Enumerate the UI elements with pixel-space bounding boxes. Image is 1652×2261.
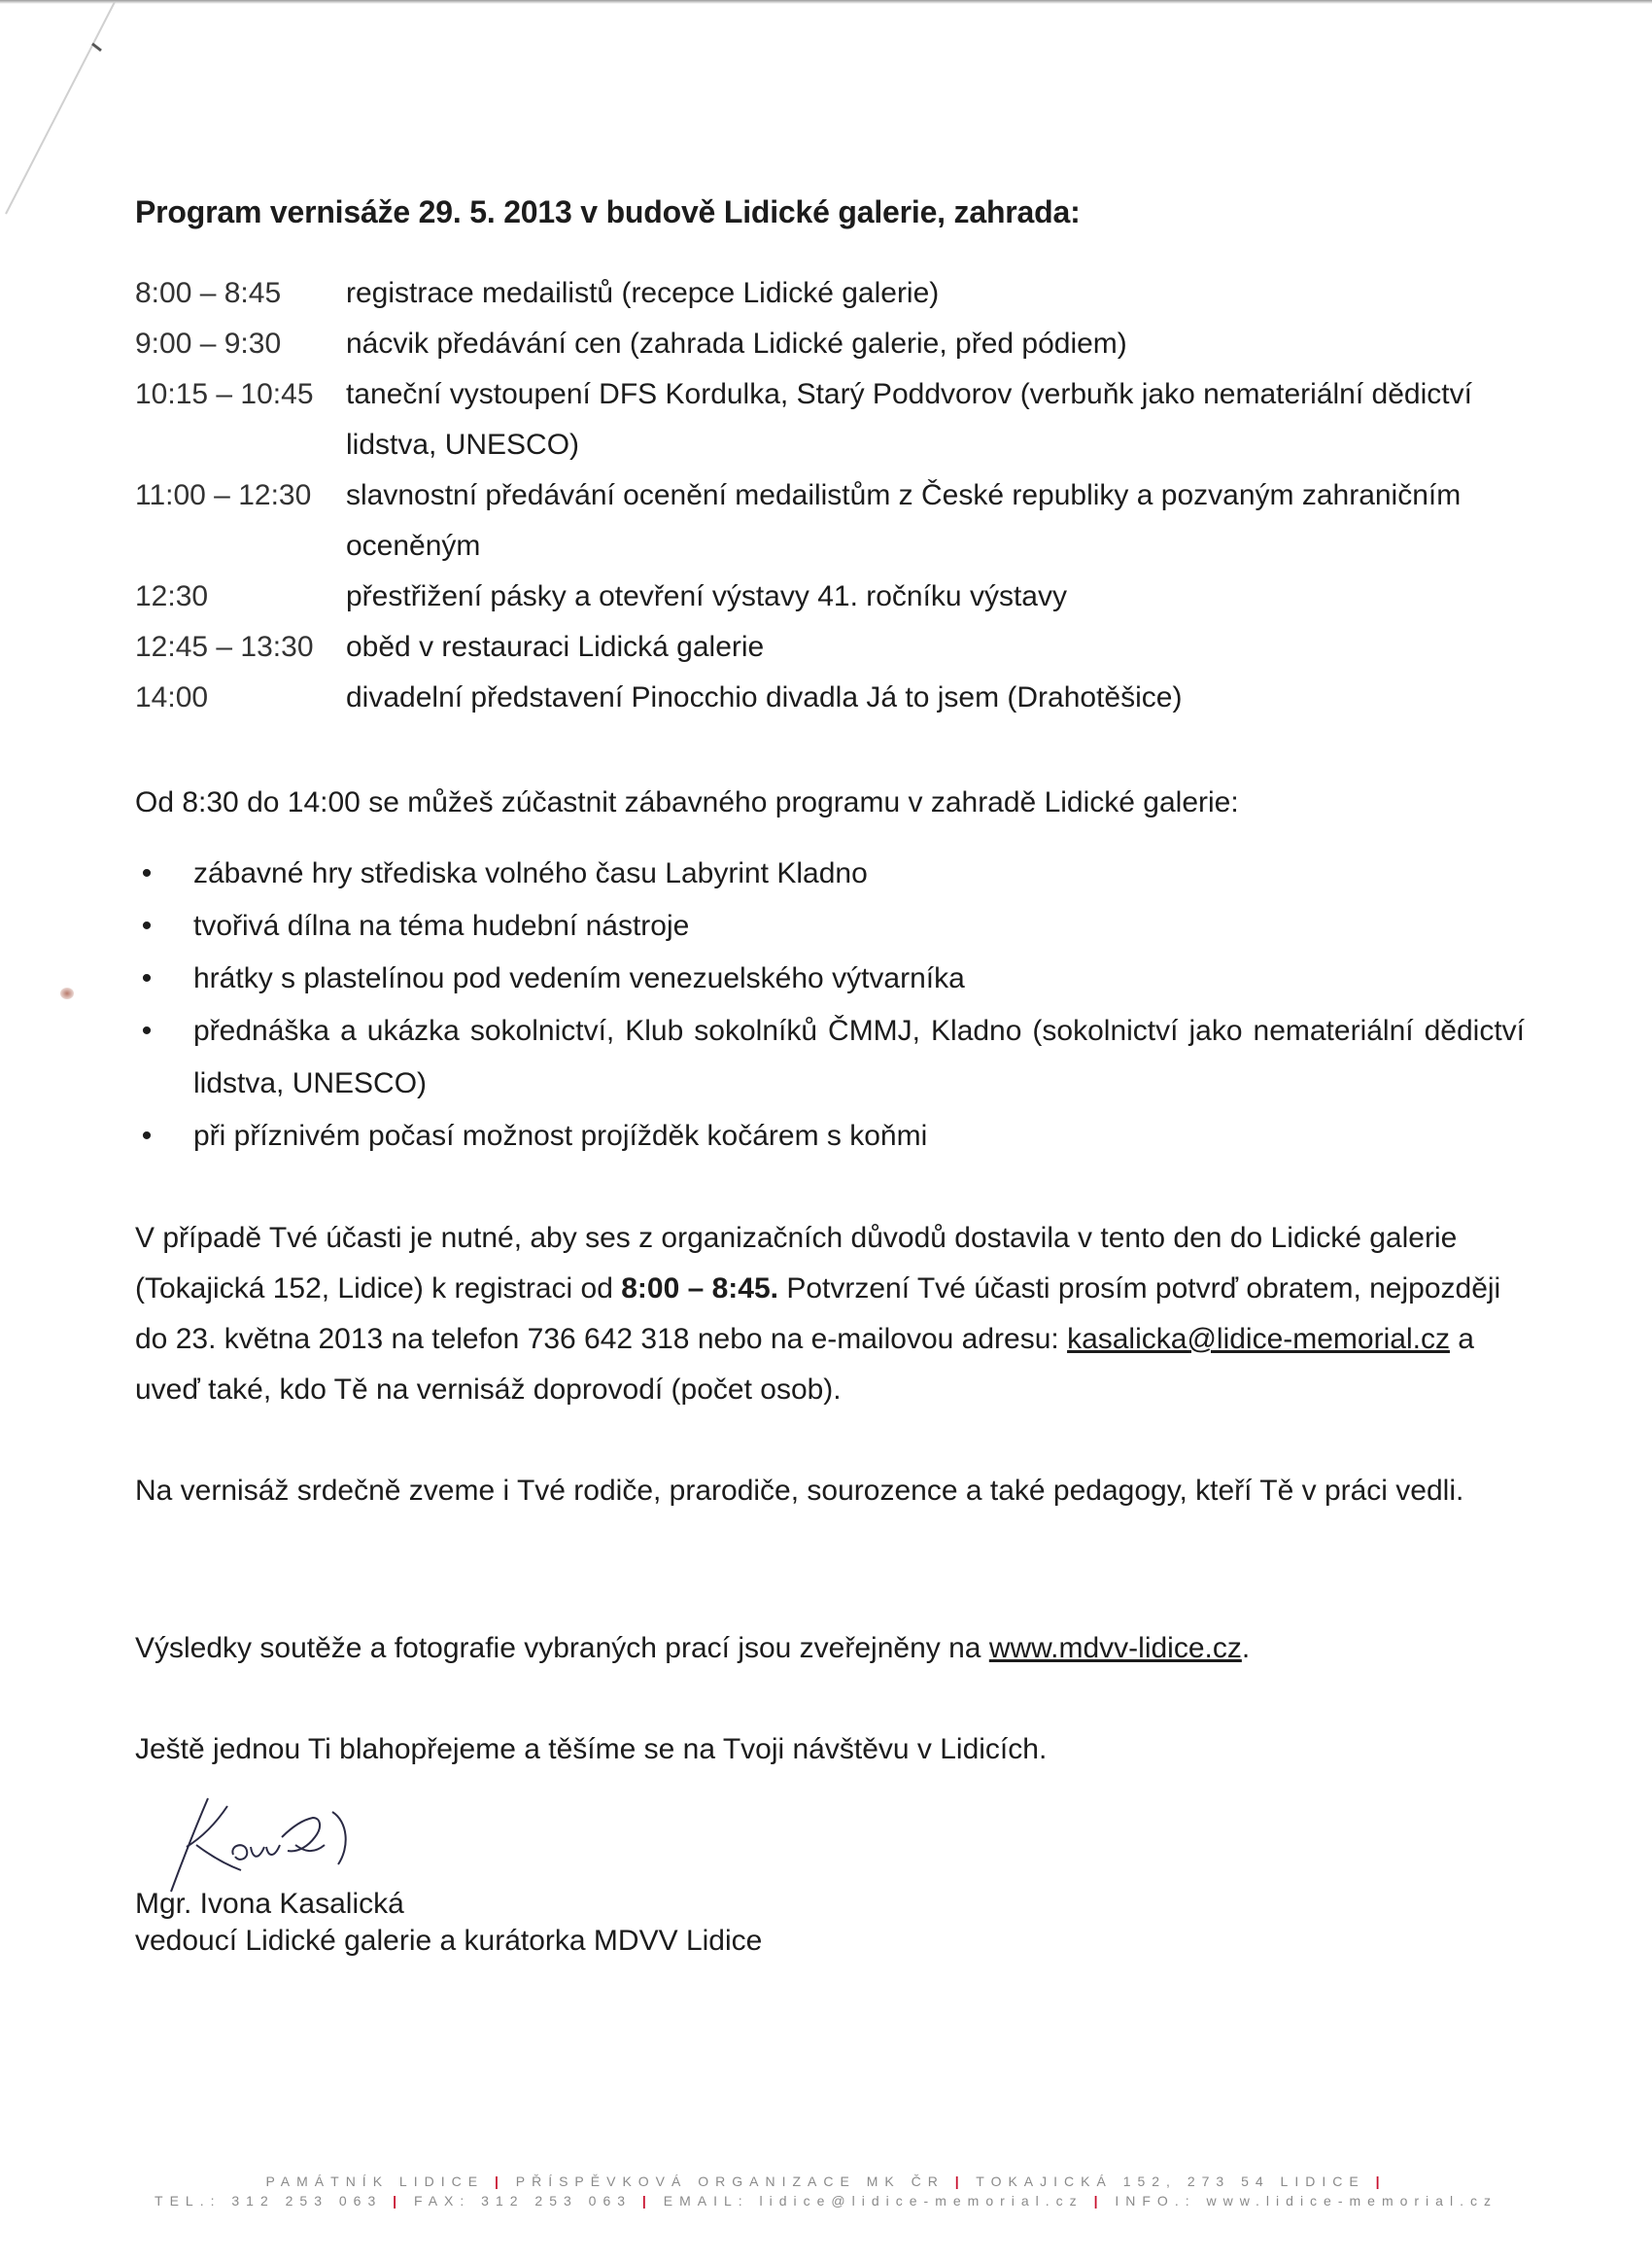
schedule-description: divadelní představení Pinocchio divadla Já to jsem (Drahotěšice) [346,681,1183,713]
schedule-time: 9:00 – 9:30 [135,328,282,360]
footer-line-2 [0,2193,1652,2209]
activities-intro: Od 8:30 do 14:00 se můžeš zúčastnit zábavného programu v zahradě Lidické galerie: [135,786,1239,818]
list-item [135,900,1525,953]
ink-smudge [60,988,74,999]
bullet-icon: • [141,910,153,942]
footer-separator: | [641,2193,653,2209]
footer-line-1 [0,2174,1652,2189]
page-title: Program vernisáže 29. 5. 2013 v budově Lidické galerie, zahrada: [135,194,1081,229]
activity-text: přednáška a ukázka sokolnictví, Klub sokolníků ČMMJ, Kladno (sokolnictví jako nemateriální dědictví lidstva, UNESCO) [193,1015,1525,1099]
registration-time: 8:00 – 8:45. [621,1272,778,1304]
list-item [135,953,1525,1005]
footer-item: PAMÁTNÍK LIDICE [265,2174,485,2189]
results-end: . [1241,1632,1251,1664]
schedule-description: přestřižení pásky a otevření výstavy 41. ročníku výstavy [346,580,1067,612]
list-item [135,848,1525,900]
closing-paragraph: Ještě jednou Ti blahopřejeme a těšíme se na Tvoji návštěvu v Lidicích. [135,1733,1048,1765]
footer-item: TEL.: 312 253 063 [155,2193,383,2209]
results-paragraph [135,1623,1525,1674]
footer-item: FAX: 312 253 063 [413,2193,633,2209]
schedule-description: slavnostní předávání ocenění medailistům z České republiky a pozvaným zahraničním oceněným [346,479,1462,562]
schedule-description: registrace medailistů (recepce Lidické galerie) [346,277,940,309]
activity-text: při příznivém počasí možnost projížděk kočárem s koňmi [193,1120,928,1152]
activity-text: zábavné hry střediska volného času Labyrint Kladno [193,857,868,889]
footer-separator: | [1093,2193,1105,2209]
schedule-row [135,622,1515,673]
schedule-time: 12:45 – 13:30 [135,631,314,663]
footer-separator: | [1375,2174,1387,2189]
scan-crease-mark [0,0,117,224]
activity-text: hrátky s plastelínou pod vedením venezuelského výtvarníka [193,962,965,994]
schedule-description: nácvik předávání cen (zahrada Lidické galerie, před pódiem) [346,328,1127,360]
list-item [135,1110,1525,1163]
schedule-time: 8:00 – 8:45 [135,277,282,309]
list-item [135,1005,1525,1110]
schedule-row [135,319,1515,369]
footer-separator: | [393,2193,404,2209]
schedule-time: 11:00 – 12:30 [135,479,312,511]
footer-item: TOKAJICKÁ 152, 273 54 LIDICE [976,2174,1365,2189]
footer-item: INFO.: www.lidice-memorial.cz [1115,2193,1497,2209]
signatory-role: vedoucí Lidické galerie a kurátorka MDVV Lidice [135,1925,763,1957]
registration-text: Potvrzení Tvé účasti prosím potvrď obratem, nejpozději do 23. května 2013 na telefon 736 642 318 nebo na e-mailovou adresu: [135,1272,1501,1355]
scan-edge [0,0,1652,4]
schedule-time: 14:00 [135,681,209,713]
registration-text: V případě Tvé účasti je nutné, aby ses z organizačních důvodů dostavila v tento den do Lidické galerie (Tokajická 152, Lidice) k registraci od [135,1222,1458,1304]
email-link[interactable]: kasalicka@lidice-memorial.cz [1067,1323,1450,1355]
registration-paragraph [135,1213,1525,1415]
footer-separator: | [494,2174,505,2189]
schedule-description: oběd v restauraci Lidická galerie [346,631,765,663]
activities-list [135,848,1525,1163]
bullet-icon: • [141,962,153,994]
bullet-icon: • [141,857,153,889]
results-text: Výsledky soutěže a fotografie vybraných prací jsou zveřejněny na [135,1632,989,1664]
bullet-icon: • [141,1120,153,1152]
footer-separator: | [954,2174,966,2189]
bullet-icon: • [141,1015,153,1047]
schedule-row [135,369,1515,470]
schedule-row [135,470,1515,572]
invitation-paragraph: Na vernisáž srdečně zveme i Tvé rodiče, prarodiče, sourozence a také pedagogy, kteří Tě v práci vedli. [135,1475,1464,1507]
schedule-time: 10:15 – 10:45 [135,378,314,410]
schedule-row [135,572,1515,622]
schedule-table [135,268,1515,723]
signatory-name: Mgr. Ivona Kasalická [135,1888,404,1920]
registration-text: a uveď také, kdo Tě na vernisáž doprovodí (počet osob). [135,1323,1474,1406]
footer-item: PŘÍSPĚVKOVÁ ORGANIZACE MK ČR [515,2174,945,2189]
schedule-row [135,673,1515,723]
schedule-row [135,268,1515,319]
footer-item: EMAIL: lidice@lidice-memorial.cz [663,2193,1084,2209]
website-link[interactable]: www.mdvv-lidice.cz [988,1632,1242,1664]
schedule-time: 12:30 [135,580,209,612]
schedule-description: taneční vystoupení DFS Kordulka, Starý Poddvorov (verbuňk jako nemateriální dědictví lidstva, UNESCO) [346,378,1472,461]
activity-text: tvořivá dílna na téma hudební nástroje [193,910,690,942]
